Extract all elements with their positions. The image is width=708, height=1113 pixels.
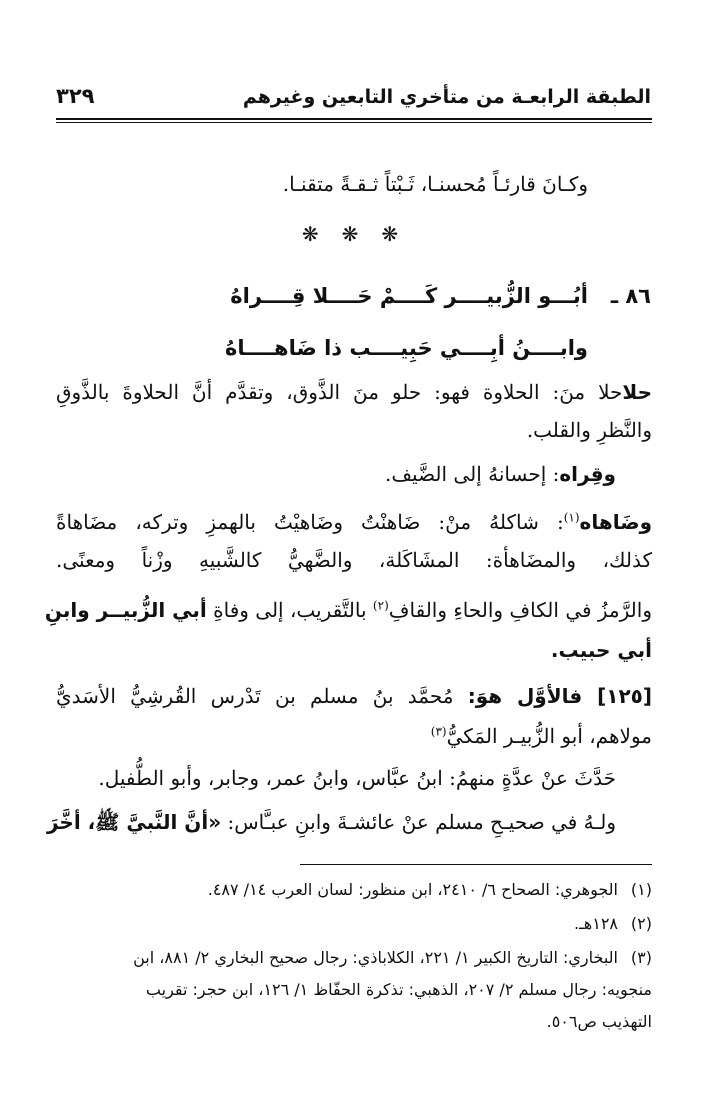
footnote-3-line-2: منجويه: رجال مسلم ٢/ ٢٠٧، الذهبي: تذكرة الحفّاظ ١/ ١٢٦، ابن حجر: تقريب	[145, 980, 652, 999]
verse-line-2: وابــــنُ أبِــــي حَبِيــــب ذا ضَاهــــاهُ	[225, 336, 588, 360]
paragraph-hala-line-2: والنَّظرِ والقلب.	[526, 418, 652, 442]
paragraph-sahih-text: ولـهُ في صحيـحِ مسلم عنْ عائشـةَ وابنِ عبـَّاس:	[221, 810, 616, 834]
paragraph-dahah-line-1	[56, 508, 652, 536]
paragraph-qirah-text: : إحسانهُ إلى الضَّيف.	[384, 462, 560, 486]
verse-number: ٨٦ ـ	[610, 284, 651, 308]
footnote-1-text: الجوهري: الصحاح ٦/ ٢٤١٠، ابن منظور: لسان العرب ١٤/ ٤٨٧.	[207, 880, 618, 899]
paragraph-dahah-line-2: كذلك، والمضَاهأة: المشَاكَلة، والضَّهيُّ كالشَّبيهِ وزْناً ومعنًى.	[56, 548, 652, 572]
page-number: ٣٢٩	[56, 84, 95, 108]
footnote-1	[208, 878, 652, 902]
paragraph-ramz-text-a: والرَّمزُ في الكافِ والحاءِ والقافِ	[388, 598, 652, 622]
footnote-rule	[300, 864, 652, 865]
section-separator-stars: ❋ ❋ ❋	[301, 222, 407, 246]
paragraph-qirah	[385, 460, 616, 488]
paragraph-sahih	[46, 808, 616, 836]
entry-125-text-2: مولاهم، أبو الزُّبيـر المَكيُّ	[446, 724, 652, 748]
paragraph-hala-text: حلا منَ: الحلاوة فهو: حلو منَ الذَّوق، وتقدَّم أنَّ الحلاوةَ بالذَّوقِ	[56, 380, 623, 404]
entry-125-line-1	[56, 682, 652, 710]
footnote-3	[133, 946, 652, 970]
header-rule	[56, 118, 652, 120]
term-qirah: وقِراه	[559, 462, 616, 486]
entry-125-heading: [١٢٥] فالأوَّل هوَ:	[467, 684, 652, 708]
paragraph-ramz-names: أبي الزُّبيــر وابنِ	[44, 598, 207, 622]
footnote-2-number: (٢)	[630, 914, 652, 933]
footnote-3-line-3: التهذيب ص٥٠٦.	[546, 1012, 652, 1031]
body-line-1: وكـانَ قارئـاً مُحسنـا، ثَـبْتاً ثـقـةً متقنـا.	[282, 172, 588, 196]
running-header-title: الطبقة الرابعـة من متأخري التابعين وغيرهم	[242, 86, 651, 108]
footnote-2	[574, 912, 652, 936]
paragraph-dahah-text: : شاكلهُ منْ: ضَاهنْتُ وضَاهيْتُ بالهمزِ وتركه، مضَاهاةً	[56, 510, 564, 534]
term-hala: حلا	[622, 380, 652, 404]
entry-125-text: مُحمَّد بنُ مسلم بن تَدْرس القُرشِيُّ الأسَديُّ	[56, 684, 468, 708]
term-dahah: وضَاهاه	[579, 510, 652, 534]
footnote-3-text: البخاري: التاريخ الكبير ١/ ٢٢١، الكلاباذي: رجال صحيح البخاري ٢/ ٨٨١، ابن	[133, 948, 618, 967]
footnote-ref-3: (٣)	[430, 724, 447, 739]
verse-line-1: أبُـــو الزُّبيــــر كَــــمْ حَــــلا قِــــراهُ	[230, 284, 588, 308]
paragraph-sahih-quote: «أنَّ النَّبيَّ ﷺ، أخَّرَ	[46, 810, 222, 834]
footnote-ref-1: (١)	[563, 510, 580, 525]
footnote-ref-2: (٢)	[372, 598, 389, 613]
paragraph-ramz-line-2: أبي حبيب.	[550, 638, 652, 662]
footnote-2-text: ١٢٨هـ.	[574, 914, 618, 933]
entry-125-line-2	[431, 722, 652, 750]
paragraph-ramz-text-b: بالتَّقريب، إلى وفاةِ	[206, 598, 373, 622]
footnote-1-number: (١)	[630, 880, 652, 899]
paragraph-ramz-line-1	[44, 596, 652, 624]
header-rule-thin	[56, 122, 652, 123]
footnote-3-number: (٣)	[630, 948, 652, 967]
paragraph-hala-line-1	[56, 378, 652, 406]
paragraph-narrators: حَدَّثَ عنْ عدَّةٍ منهمُ: ابنُ عبَّاس، وابنُ عمر، وجابر، وأبو الطُّفيل.	[98, 766, 616, 790]
